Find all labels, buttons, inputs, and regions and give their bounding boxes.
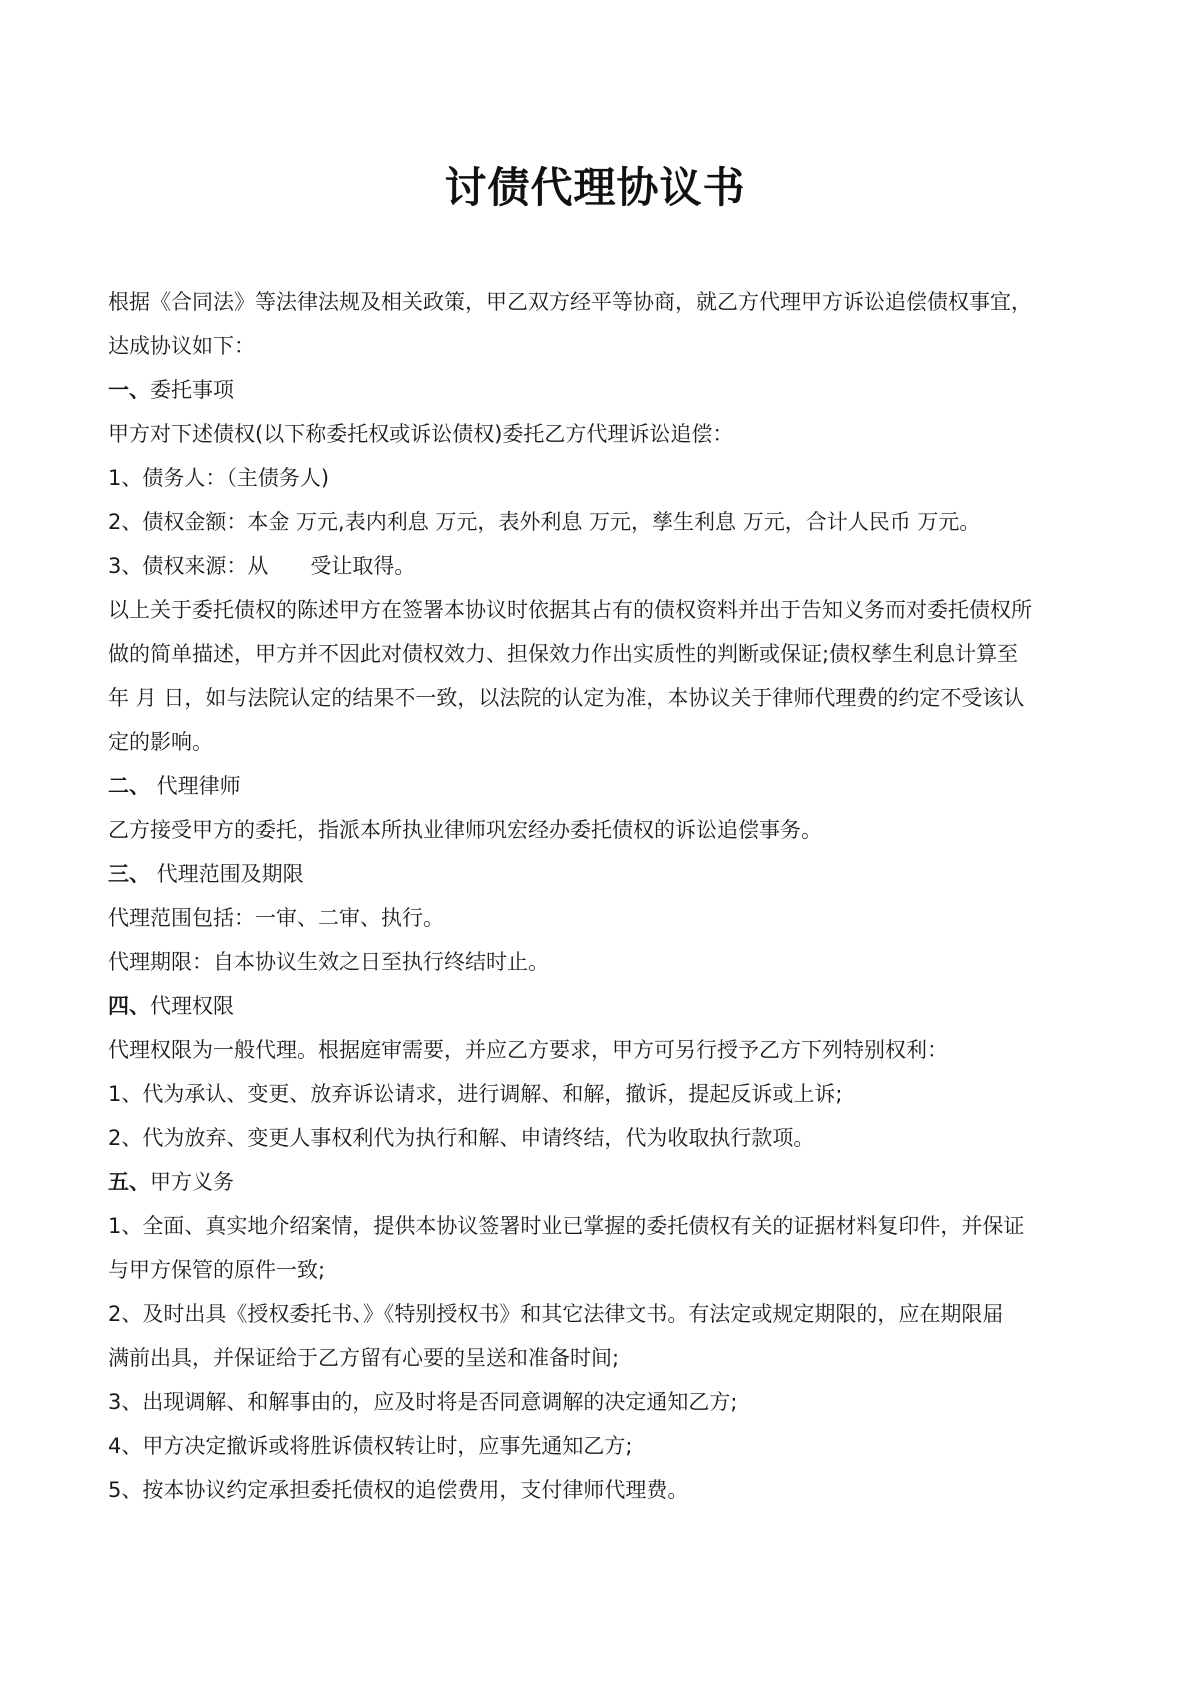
section-title: 代理范围及期限	[150, 862, 304, 886]
section-title: 代理律师	[150, 774, 241, 798]
body-line: 定的影响。	[108, 730, 213, 754]
body-line: 1、全面、真实地介绍案情，提供本协议签署时业已掌握的委托债权有关的证据材料复印件，并保证	[108, 1214, 1025, 1238]
body-line: 以上关于委托债权的陈述甲方在签署本协议时依据其占有的债权资料并出于告知义务而对委托债权所	[108, 598, 1032, 622]
body-line: 2、及时出具《授权委托书、》《特别授权书》和其它法律文书。有法定或规定期限的，应在期限届	[108, 1302, 1004, 1326]
body-line: 代理期限：自本协议生效之日至执行终结时止。	[108, 950, 549, 974]
body-line: 代理权限为一般代理。根据庭审需要，并应乙方要求，甲方可另行授予乙方下列特别权利：	[108, 1038, 948, 1062]
section-heading	[108, 764, 1088, 808]
body-line: 乙方接受甲方的委托，指派本所执业律师巩宏经办委托债权的诉讼追偿事务。	[108, 818, 822, 842]
body-line: 代理范围包括：一审、二审、执行。	[108, 906, 444, 930]
section-number: 四、	[108, 994, 150, 1018]
section-number: 三、	[108, 862, 150, 886]
body-line: 5、按本协议约定承担委托债权的追偿费用，支付律师代理费。	[108, 1478, 689, 1502]
section-title: 代理权限	[150, 994, 234, 1018]
section-heading	[108, 852, 1088, 896]
body-line: 2、债权金额：本金 万元,表内利息 万元，表外利息 万元，孳生利息 万元，合计人民币 万元。	[108, 510, 981, 534]
body-line: 年 月 日，如与法院认定的结果不一致，以法院的认定为准，本协议关于律师代理费的约定不受该认	[108, 686, 1025, 710]
body-line: 达成协议如下：	[108, 334, 255, 358]
body-line: 3、债权来源：从 受让取得。	[108, 554, 416, 578]
section-number: 五、	[108, 1170, 150, 1194]
section-number: 二、	[108, 774, 150, 798]
section-heading	[108, 1160, 1088, 1204]
body-line: 做的简单描述，甲方并不因此对债权效力、担保效力作出实质性的判断或保证;债权孳生利息计算至	[108, 642, 1019, 666]
body-line: 2、代为放弃、变更人事权利代为执行和解、申请终结，代为收取执行款项。	[108, 1126, 815, 1150]
document-body	[108, 280, 1088, 1512]
body-line: 与甲方保管的原件一致;	[108, 1258, 326, 1282]
body-line: 3、出现调解、和解事由的，应及时将是否同意调解的决定通知乙方;	[108, 1390, 738, 1414]
section-heading	[108, 368, 1088, 412]
body-line: 根据《合同法》等法律法规及相关政策，甲乙双方经平等协商，就乙方代理甲方诉讼追偿债权事宜，	[108, 290, 1032, 314]
body-line: 1、债务人：（主债务人)	[108, 466, 330, 490]
body-line: 4、甲方决定撤诉或将胜诉债权转让时，应事先通知乙方;	[108, 1434, 633, 1458]
section-title: 委托事项	[150, 378, 234, 402]
document-title: 讨债代理协议书	[444, 163, 746, 212]
body-line: 甲方对下述债权(以下称委托权或诉讼债权)委托乙方代理诉讼追偿：	[108, 422, 734, 446]
section-number: 一、	[108, 378, 150, 402]
section-heading	[108, 984, 1088, 1028]
body-line: 1、代为承认、变更、放弃诉讼请求，进行调解、和解，撤诉，提起反诉或上诉;	[108, 1082, 843, 1106]
section-title: 甲方义务	[150, 1170, 234, 1194]
body-line: 满前出具，并保证给于乙方留有心要的呈送和准备时间;	[108, 1346, 620, 1370]
